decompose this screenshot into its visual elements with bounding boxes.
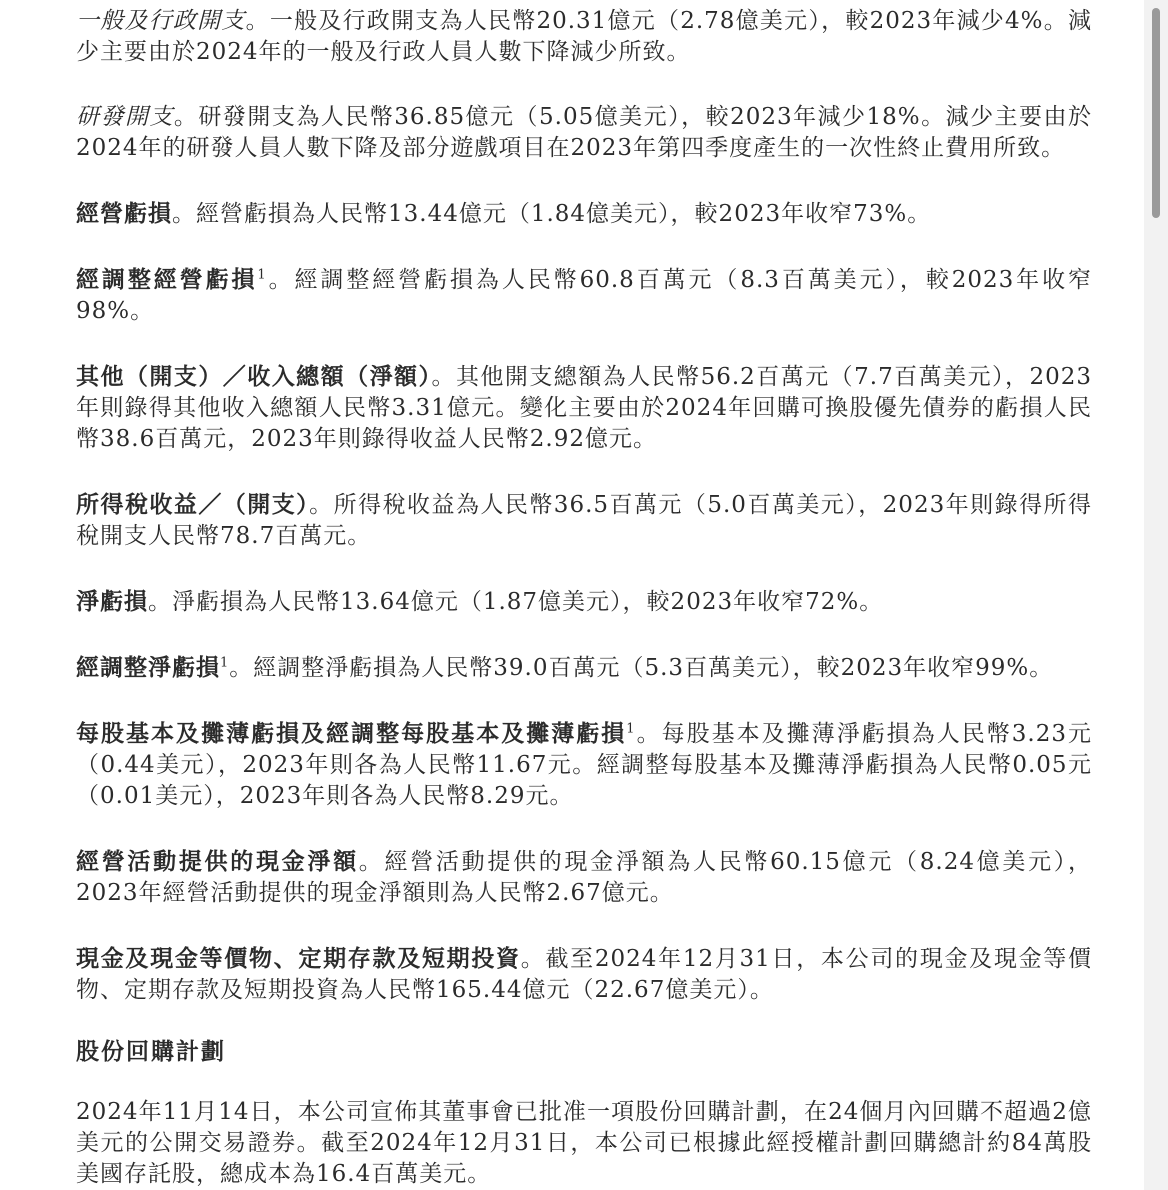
- paragraph-text: 。淨虧損為人民幣13.64億元（1.87億美元），較2023年收窄72%。: [148, 589, 884, 615]
- paragraph-text: 。截至2024年12月31日，本公司的現金及現金等價物、定期存款及短期投資為人民幣165.44億元（22.67億美元）。: [76, 946, 1093, 1003]
- paragraph-text: 。經營虧損為人民幣13.44億元（1.84億美元），較2023年收窄73%。: [172, 201, 932, 227]
- paragraph-operating-cash: [76, 846, 1092, 909]
- paragraph-lead: 淨虧損: [76, 588, 148, 615]
- scrollbar-thumb[interactable]: [1152, 8, 1160, 218]
- paragraph-text: 。一般及行政開支為人民幣20.31億元（2.78億美元），較2023年減少4%。減少主要由於2024年的一般及行政人員人數下降減少所致。: [76, 8, 1093, 65]
- paragraph-text: 。經營活動提供的現金淨額為人民幣60.15億元（8.24億美元），2023年經營活動提供的現金淨額則為人民幣2.67億元。: [76, 849, 1093, 906]
- paragraph-lead: 現金及現金等價物、定期存款及短期投資: [76, 945, 521, 972]
- footnote-marker[interactable]: 1: [626, 721, 636, 737]
- paragraph-lead: 所得稅收益／（開支）: [76, 491, 310, 518]
- paragraph-per-share-loss: [76, 718, 1092, 812]
- paragraph-text: 。研發開支為人民幣36.85億元（5.05億美元），較2023年減少18%。減少主要由於2024年的研發人員人數下降及部分遊戲項目在2023年第四季度產生的一次性終止費用所致。: [76, 104, 1092, 161]
- paragraph-lead: 研發開支: [76, 104, 174, 130]
- paragraph-text: 。每股基本及攤薄淨虧損為人民幣3.23元（0.44美元），2023年則各為人民幣11.67元。經調整每股基本及攤薄淨虧損為人民幣0.05元（0.01美元），2023年則各為人民幣8.29元。: [76, 721, 1093, 809]
- paragraph-text: 。其他開支總額為人民幣56.2百萬元（7.7百萬美元），2023年則錄得其他收入總額人民幣3.31億元。變化主要由於2024年回購可換股優先債券的虧損人民幣38.6百萬元，2023年則錄得收益人民幣2.92億元。: [76, 364, 1093, 452]
- paragraph-other-income: [76, 361, 1092, 455]
- document-content: [76, 6, 1092, 1190]
- paragraph-lead: 經營虧損: [76, 200, 172, 227]
- paragraph-adjusted-net-loss: [76, 652, 1092, 684]
- paragraph-share-repurchase: 2024年11月14日，本公司宣佈其董事會已批准一項股份回購計劃，在24個月內回購不超過2億美元的公開交易證券。截至2024年12月31日，本公司已根據此經授權計劃回購總計約84萬股美國存託股，總成本為16.4百萬美元。: [76, 1099, 1092, 1187]
- paragraph-net-loss: [76, 586, 1092, 618]
- paragraph-lead: 每股基本及攤薄虧損及經調整每股基本及攤薄虧損: [76, 720, 627, 747]
- paragraph-general-admin: [76, 6, 1092, 68]
- footnote-marker[interactable]: 1: [257, 267, 267, 283]
- paragraph-rnd: [76, 102, 1092, 164]
- paragraph-lead: 經調整淨虧損: [76, 654, 220, 681]
- paragraph-text: 。所得稅收益為人民幣36.5百萬元（5.0百萬美元），2023年則錄得所得稅開支人民幣78.7百萬元。: [76, 492, 1092, 549]
- footnote-marker[interactable]: 1: [220, 655, 230, 671]
- paragraph-cash-equivalents: [76, 943, 1092, 1006]
- paragraph-lead: 其他（開支）／收入總額（淨額）: [76, 363, 432, 390]
- paragraph-adjusted-operating-loss: [76, 264, 1092, 327]
- paragraph-lead: 經調整經營虧損: [76, 266, 258, 293]
- paragraph-lead: 一般及行政開支: [76, 8, 246, 34]
- paragraph-text: 。經調整淨虧損為人民幣39.0百萬元（5.3百萬美元），較2023年收窄99%。: [229, 655, 1054, 681]
- paragraph-income-tax: [76, 489, 1092, 552]
- paragraph-text: 。經調整經營虧損為人民幣60.8百萬元（8.3百萬美元），較2023年收窄98%。: [76, 267, 1093, 324]
- scrollbar[interactable]: [1144, 0, 1168, 1190]
- section-heading: 股份回購計劃: [76, 1038, 226, 1065]
- paragraph-operating-loss: [76, 198, 1092, 230]
- paragraph-lead: 經營活動提供的現金淨額: [76, 848, 359, 875]
